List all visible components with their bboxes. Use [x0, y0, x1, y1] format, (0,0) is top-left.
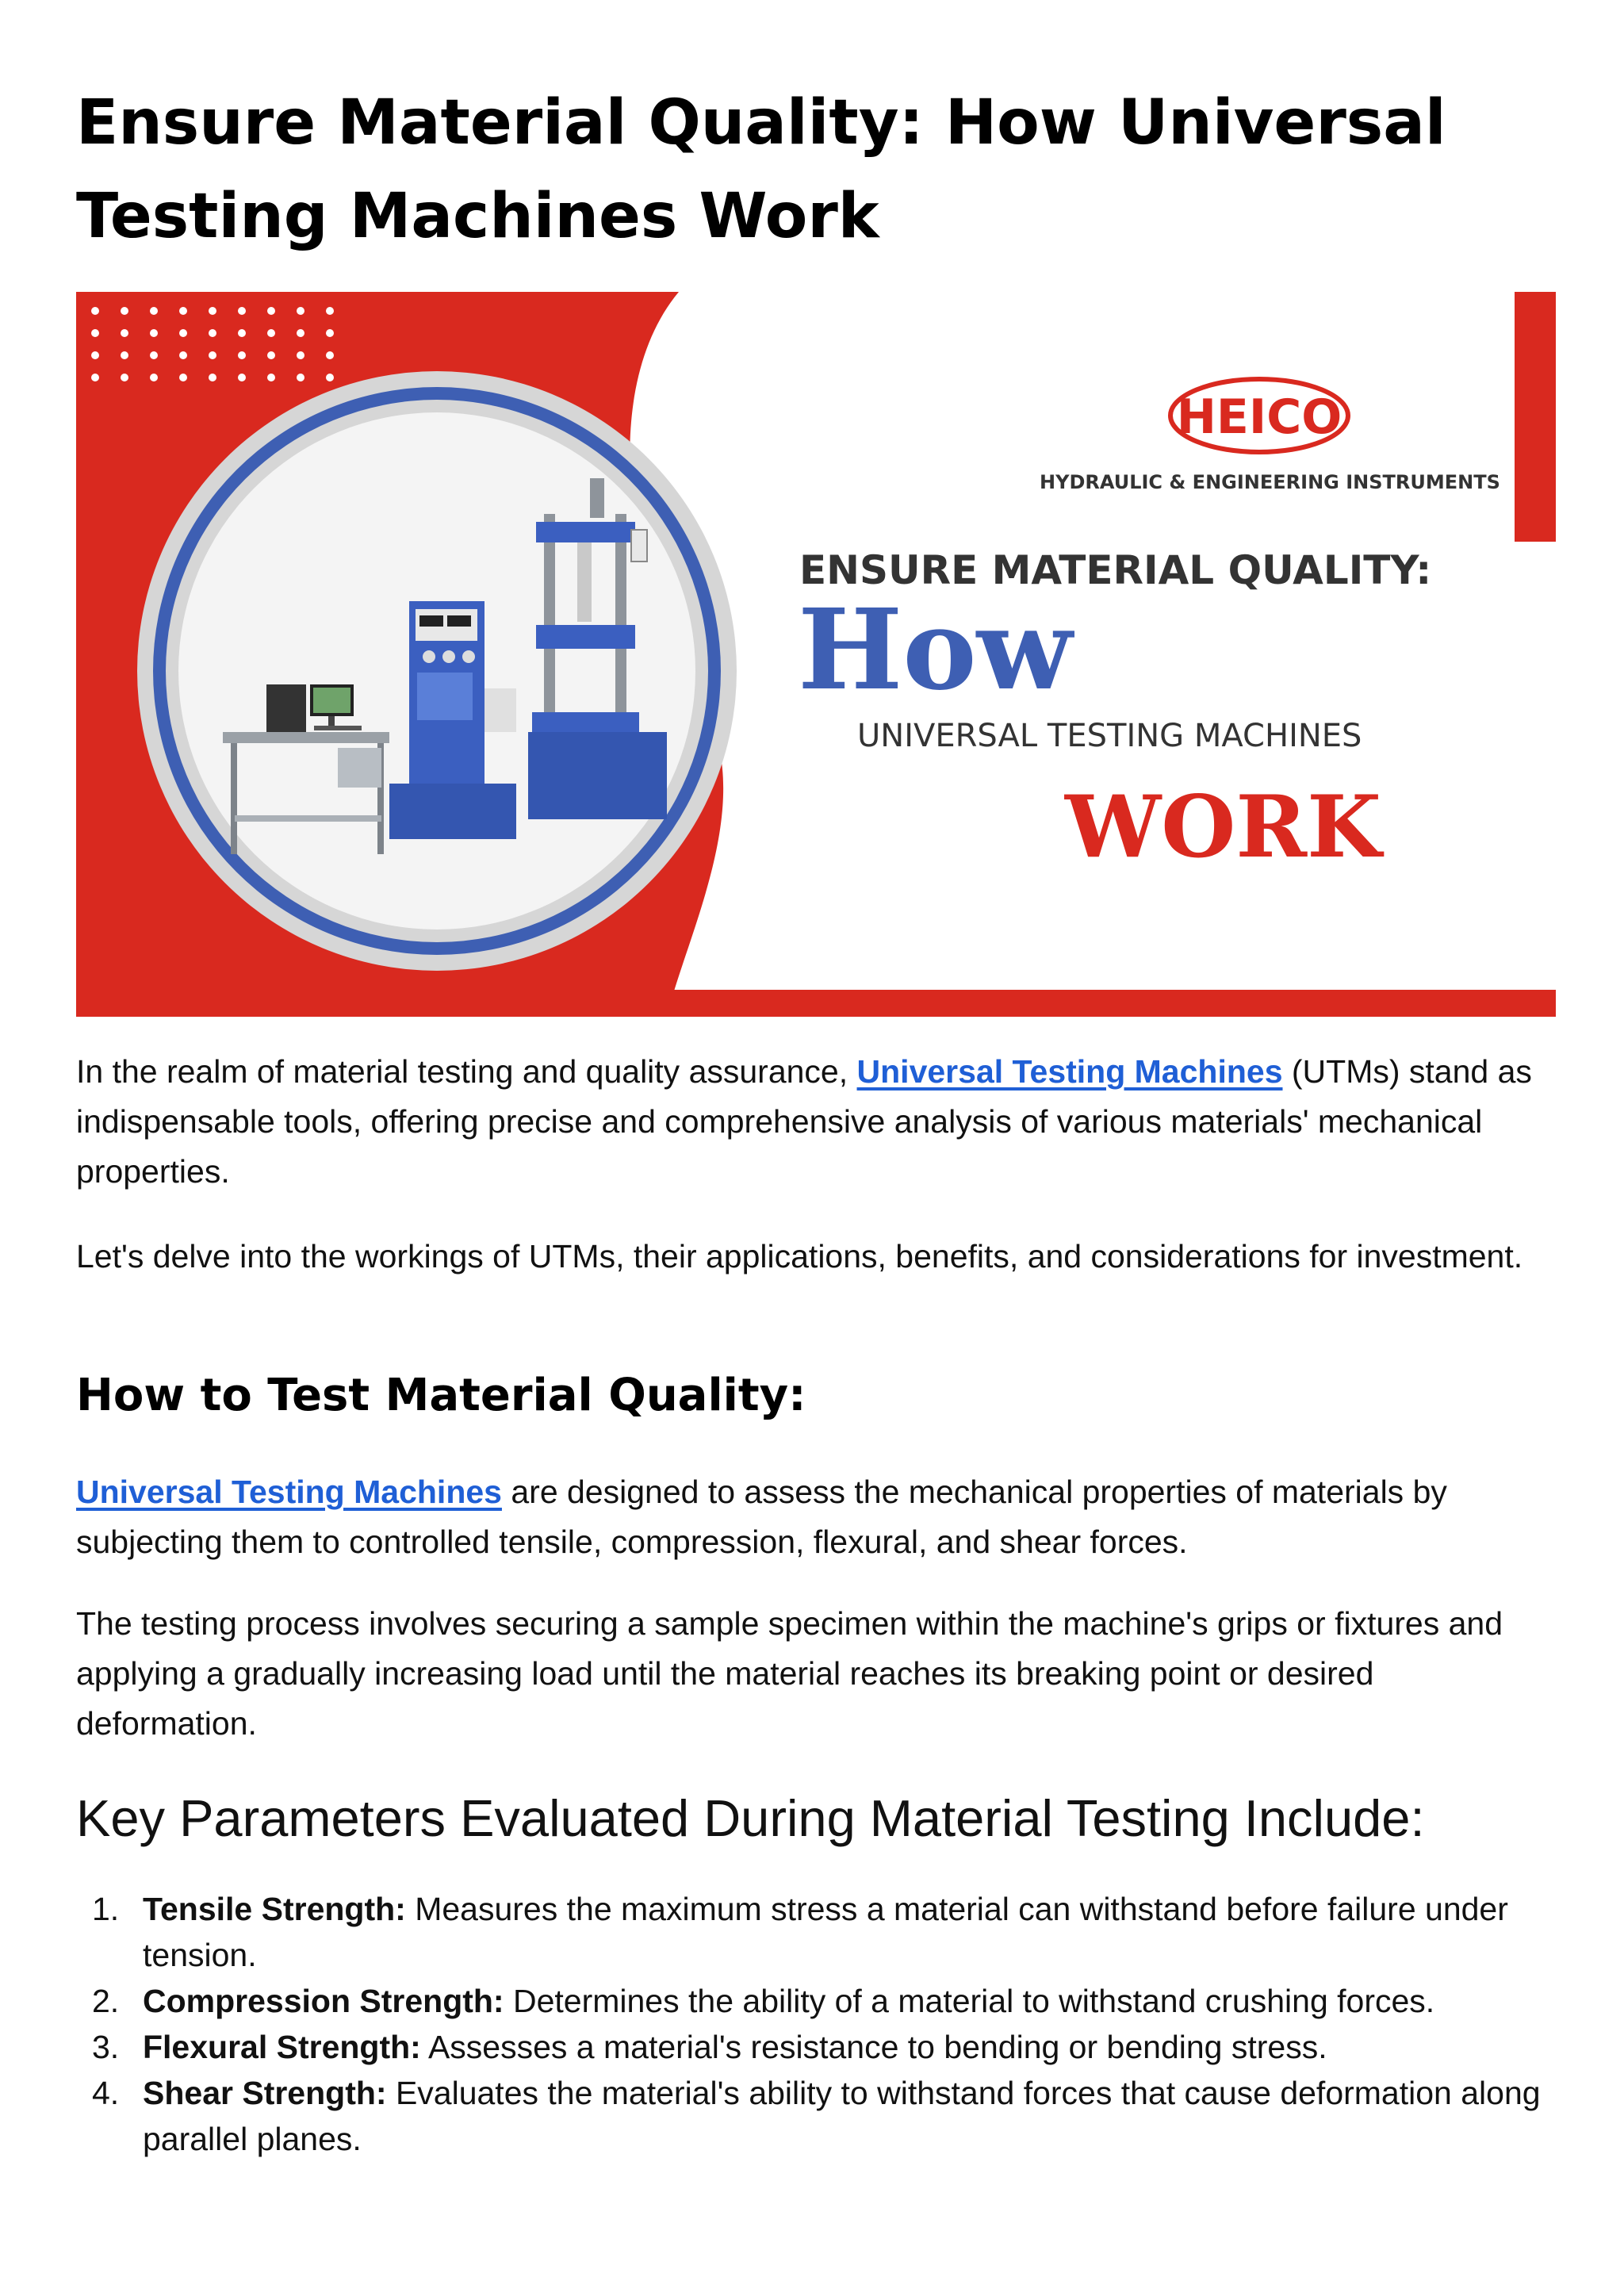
decor-dot [91, 307, 99, 315]
decor-dot [150, 351, 158, 359]
list-number: 4. [92, 2075, 120, 2111]
decor-dot [238, 329, 246, 337]
parameter-term: Compression Strength: [143, 1983, 504, 2019]
hero-line-how: How [798, 585, 1073, 715]
decor-dot [238, 351, 246, 359]
decor-dot [267, 307, 275, 315]
decor-dot [121, 374, 128, 381]
decor-dot [179, 374, 187, 381]
decor-dot [179, 329, 187, 337]
parameter-item [76, 1978, 1567, 2024]
brand-tagline: HYDRAULIC & ENGINEERING INSTRUMENTS [1040, 471, 1500, 493]
decor-dot [326, 307, 334, 315]
utm-design-paragraph: Universal Testing Machines are designed to assess the mechanical properties of materials by subjecting them to controlled tensile, compression, flexural, and shear forces. [76, 1474, 1447, 1560]
decor-dot [209, 307, 216, 315]
decor-dot [267, 374, 275, 381]
decor-dot [179, 307, 187, 315]
decor-dot [121, 351, 128, 359]
list-number: 1. [92, 1891, 120, 1927]
hero-banner [76, 292, 1556, 1017]
parameter-description: Determines the ability of a material to withstand crushing forces. [504, 1983, 1435, 2019]
decor-dot [326, 351, 334, 359]
decor-dot [297, 351, 304, 359]
parameter-item [76, 2024, 1567, 2070]
section-heading-test-quality: How to Test Material Quality: [76, 1370, 806, 1421]
decor-dot [238, 374, 246, 381]
top-right-bar [1515, 292, 1556, 542]
heico-logo [1170, 379, 1348, 452]
parameter-term: Shear Strength: [143, 2075, 387, 2111]
decor-dot [150, 307, 158, 315]
decor-dot [326, 329, 334, 337]
decor-dot [238, 307, 246, 315]
decor-dot [297, 374, 304, 381]
decor-dot [209, 351, 216, 359]
parameter-term: Flexural Strength: [143, 2029, 421, 2065]
delve-paragraph: Let's delve into the workings of UTMs, their applications, benefits, and considerations for investment. [76, 1238, 1523, 1274]
decor-dot [91, 329, 99, 337]
parameter-description: Measures the maximum stress a material can withstand before failure under tension. [143, 1891, 1508, 1973]
parameter-item [76, 1886, 1567, 1978]
decor-dot [150, 374, 158, 381]
page-title: Ensure Material Quality: How Universal Testing Machines Work [76, 87, 1446, 252]
decor-dot [91, 374, 99, 381]
decor-dot [150, 329, 158, 337]
decor-dot [326, 374, 334, 381]
key-parameters-list [76, 1886, 1567, 2162]
decor-dot [209, 374, 216, 381]
testing-process-paragraph: The testing process involves securing a sample specimen within the machine's grips or fixtures and applying a gradually increasing load until the material reaches its breaking point or desired deformation. [76, 1605, 1503, 1742]
utm-link[interactable]: Universal Testing Machines [856, 1053, 1283, 1090]
decor-dot [297, 329, 304, 337]
hero-line-work: WORK [1065, 777, 1381, 877]
decor-dot [267, 351, 275, 359]
decor-dot [209, 329, 216, 337]
parameter-description: Evaluates the material's ability to withstand forces that cause deformation along parallel planes. [143, 2075, 1541, 2157]
bottom-stripe [647, 990, 1556, 1017]
intro-paragraph: In the realm of material testing and quality assurance, Universal Testing Machines (UTMs) stand as indispensable tools, offering precise and comprehensive analysis of various materials' mechanical properties. [76, 1053, 1532, 1190]
parameter-item [76, 2070, 1567, 2162]
hero-line-utm: UNIVERSAL TESTING MACHINES [857, 718, 1362, 754]
list-number: 3. [92, 2029, 120, 2065]
list-number: 2. [92, 1983, 120, 2019]
section-heading-key-parameters: Key Parameters Evaluated During Material Testing Include: [76, 1789, 1425, 1847]
decor-dot [91, 351, 99, 359]
hero-line-ensure: ENSURE MATERIAL QUALITY: [799, 547, 1432, 593]
decor-dot [121, 307, 128, 315]
decor-dot [267, 329, 275, 337]
svg-text:HEICO: HEICO [1176, 389, 1342, 445]
parameter-description: Assesses a material's resistance to bending or bending stress. [420, 2029, 1327, 2065]
utm-link-2[interactable]: Universal Testing Machines [76, 1474, 502, 1510]
decor-dot [297, 307, 304, 315]
decor-dot [121, 329, 128, 337]
decor-dot [179, 351, 187, 359]
parameter-term: Tensile Strength: [143, 1891, 406, 1927]
